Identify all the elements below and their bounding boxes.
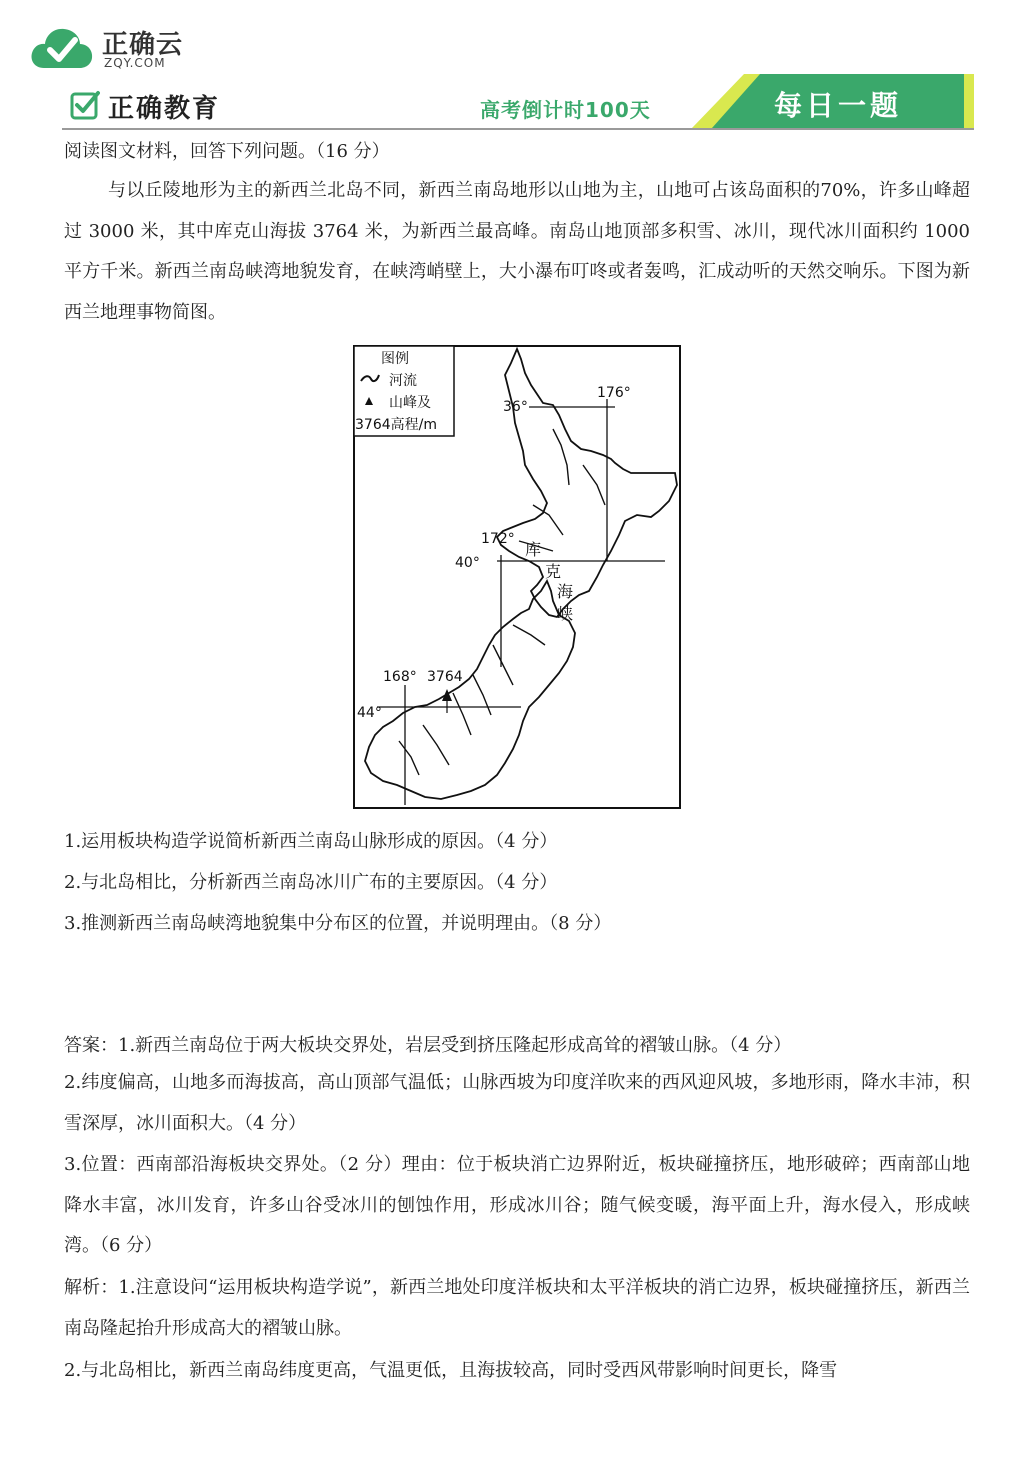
strait-char-3: 海 — [557, 582, 574, 601]
lon-172-label: 172° — [481, 531, 515, 547]
header-rule — [62, 128, 974, 130]
lat-44-label: 44° — [357, 705, 382, 721]
legend-river: 河流 — [389, 373, 417, 389]
lon-168-label: 168° — [383, 669, 417, 685]
strait-char-4: 峡 — [557, 604, 574, 623]
peak-elev-label: 3764 — [427, 669, 463, 685]
question-item-3: 3.推测新西兰南岛峡湾地貌集中分布区的位置，并说明理由。（8 分） — [64, 913, 612, 934]
lon-176-label: 176° — [597, 385, 631, 401]
map-legend — [354, 346, 454, 436]
new-zealand-map — [353, 345, 681, 809]
zqy-logo — [30, 20, 190, 72]
countdown-label: 高考倒计时100天 — [480, 98, 651, 122]
analysis-line-2: 2.与北岛相比，新西兰南岛纬度更高，气温更低，且海拔较高，同时受西风带影响时间更长，降雪 — [64, 1360, 838, 1381]
legend-peak: 山峰及 — [389, 395, 431, 411]
question-item-1: 1.运用板块构造学说简析新西兰南岛山脉形成的原因。（4 分） — [64, 831, 558, 852]
legend-title: 图例 — [381, 351, 409, 367]
lat-36-label: 36° — [503, 399, 528, 415]
edu-title: 正确教育 — [108, 94, 221, 124]
logo-brand: 正确云 — [102, 30, 184, 60]
passage-text: 与以丘陵地形为主的新西兰北岛不同，新西兰南岛地形以山地为主，山地可占该岛面积的70%，许多山峰超过 3000 米，其中库克山海拔 3764 米，为新西兰最高峰。南岛山地顶部多积雪、冰川，现代冰川面积约 1000 平方千米。新西兰南岛峡湾地貌发育，在峡湾峭壁上，大小瀑布叮咚或者轰鸣，汇成动听的天然交响乐。下图为新西兰地理事物简图。 — [64, 180, 970, 324]
cloud-check-icon — [30, 26, 94, 70]
strait-char-1: 库 — [525, 540, 542, 559]
strait-char-2: 克 — [545, 562, 562, 581]
lat-40-label: 40° — [455, 555, 480, 571]
legend-elev: 3764高程/m — [355, 417, 437, 433]
question-item-2: 2.与北岛相比，分析新西兰南岛冰川广布的主要原因。（4 分） — [64, 872, 558, 893]
logo-domain: ZQY.COM — [104, 56, 166, 70]
question-passage — [64, 171, 970, 334]
answer-line-3: 3.位置：西南部沿海板块交界处。（2 分）理由：位于板块消亡边界附近，板块碰撞挤压，地形破碎；西南部山地降水丰富，冰川发育，许多山谷受冰川的刨蚀作用，形成冰川谷；随气候变暖，海平面上升，海水侵入，形成峡湾。（6 分） — [64, 1154, 970, 1257]
checkbox-icon — [70, 90, 100, 120]
daily-title: 每日一题 — [774, 89, 903, 122]
analysis-line-1: 解析：1.注意设问“运用板块构造学说”，新西兰地处印度洋板块和太平洋板块的消亡边界，板块碰撞挤压，新西兰南岛隆起抬升形成高大的褶皱山脉。 — [64, 1277, 970, 1339]
question-intro: 阅读图文材料，回答下列问题。（16 分） — [64, 141, 390, 162]
answer-line-1: 答案：1.新西兰南岛位于两大板块交界处，岩层受到挤压隆起形成高耸的褶皱山脉。（4 分） — [64, 1035, 792, 1056]
header-banner — [62, 74, 974, 130]
answer-line-2: 2.纬度偏高，山地多而海拔高，高山顶部气温低；山脉西坡为印度洋吹来的西风迎风坡，多地形雨，降水丰沛，积雪深厚，冰川面积大。（4 分） — [64, 1072, 970, 1134]
